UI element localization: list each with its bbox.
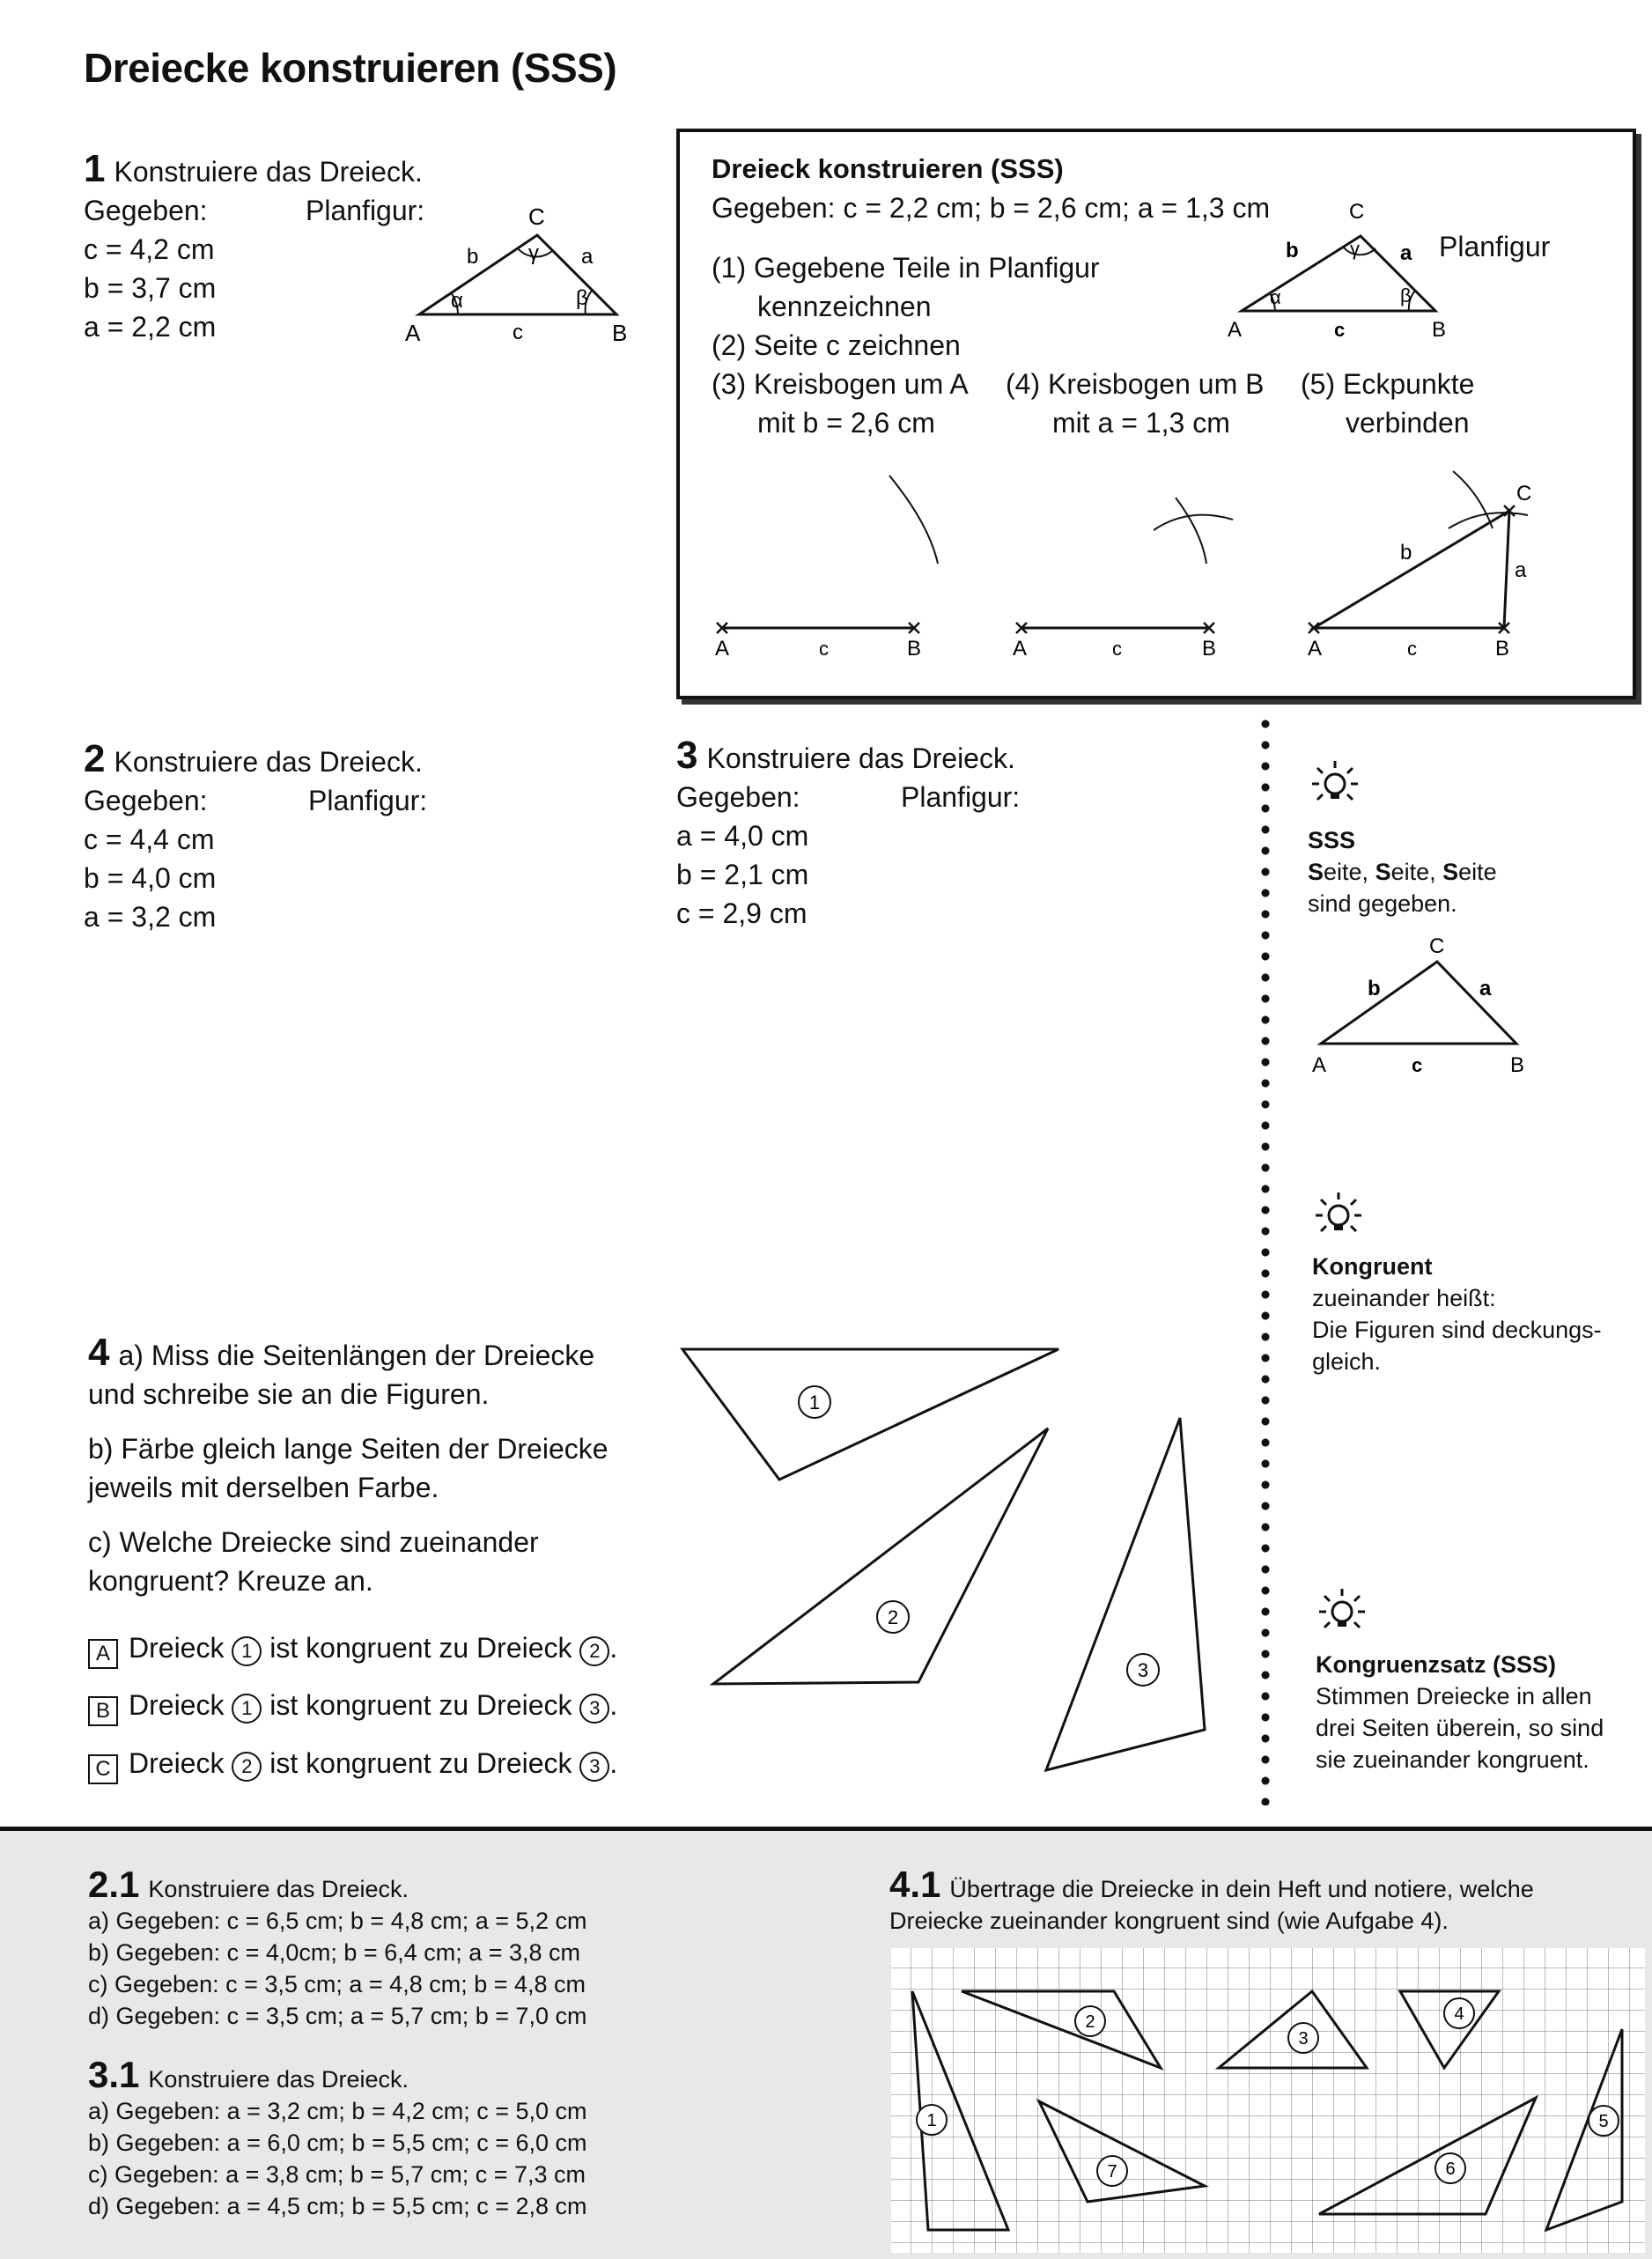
vertex-label-c: C [1349,200,1365,224]
tip-text: sie zueinander kongruent. [1316,1746,1589,1773]
option-text: Dreieck [129,1632,225,1664]
exercise-4-1 [889,1864,1534,1937]
side-label-c: c [1112,638,1122,660]
lightbulb-icon [1312,1189,1365,1242]
triangle-label: 3 [1137,1659,1149,1681]
option-text: ist kongruent zu Dreieck [269,1689,572,1721]
side-label-c: c [1407,638,1417,660]
step-3-continued: mit b = 2,6 cm [757,407,935,439]
tip-theorem [1316,1649,1604,1775]
option-c[interactable] [88,1734,617,1792]
exercise-text: und schreibe sie an die Figuren. [88,1378,490,1410]
given-value: b = 3,7 cm [84,272,217,304]
infobox-given: Gegeben: c = 2,2 cm; b = 2,6 cm; a = 1,3 cm [712,192,1271,224]
option-text: ist kongruent zu Dreieck [269,1747,572,1779]
side-label-a: a [581,245,594,269]
triangle-label: 1 [926,2111,937,2130]
construction-steps-drawing [696,458,1611,669]
tip-heading: SSS [1308,827,1356,853]
option-a[interactable] [88,1620,617,1676]
side-label-c: c [1412,1054,1423,1076]
vertex-label-B: B [1495,637,1510,661]
option-b[interactable] [88,1676,617,1734]
tip-sss [1308,824,1497,919]
exercise-instruction: Konstruiere das Dreieck. [114,156,423,188]
tip-text: Stimmen Dreiecke in allen [1316,1683,1592,1709]
exercise-2-1 [88,1864,587,2032]
given-value: b = 2,1 cm [676,859,809,890]
side-label-c: c [819,638,829,660]
side-label-c: c [513,321,523,344]
exercise-item: b) Gegeben: c = 4,0cm; b = 6,4 cm; a = 3,8 cm [88,1939,581,1966]
infobox-text [712,150,1270,227]
option-text: Dreieck [129,1689,225,1721]
exercise-4 [88,1333,617,1792]
triangle-3 [1046,1418,1205,1770]
vertex-label-b: B [1510,1053,1525,1077]
exercise-item: a) Gegeben: c = 6,5 cm; b = 4,8 cm; a = 5,2 cm [88,1908,587,1934]
lightbulb-icon [1309,757,1361,810]
given-value: c = 4,2 cm [84,233,215,265]
step-5: (5) Eckpunkte [1301,368,1475,400]
vertex-label-a: A [715,637,730,661]
angle-label-beta: β [576,286,588,310]
circled-number: 1 [232,1694,262,1724]
side-label-c: c [1334,319,1346,341]
step-4: (4) Kreisbogen um B [1006,368,1265,400]
option-text: . [609,1747,618,1779]
exercise-text: Übertrage die Dreiecke in dein Heft und notiere, welche [949,1876,1534,1902]
angle-label-gamma: γ [528,241,539,265]
circled-number: 3 [579,1752,609,1782]
given-value: a = 3,2 cm [84,901,217,933]
page-title: Dreiecke konstruieren (SSS) [84,45,617,91]
circled-number: 2 [232,1752,262,1782]
checkbox-c[interactable]: C [88,1754,118,1784]
step-1: (1) Gegebene Teile in Planfigur [712,252,1100,284]
side-label-b: b [1368,977,1381,1000]
circled-number: 3 [579,1694,609,1724]
vertex-label-B: B [1202,637,1217,661]
tip-heading: Kongruenzsatz (SSS) [1316,1651,1557,1678]
exercise-1 [84,147,425,346]
exercise-text: kongruent? Kreuze an. [88,1565,373,1597]
sss-figure [1303,929,1541,1083]
plan-label: Planfigur: [306,195,425,226]
tip-text: sind gegeben. [1308,890,1457,917]
exercise-text: c) Welche Dreiecke sind zueinander [88,1526,539,1558]
plan-figure-1 [405,196,643,345]
infobox-title: Dreieck konstruieren (SSS) [712,153,1064,184]
triangle-label: 3 [1298,2029,1309,2049]
exercise-number: 4.1 [889,1864,941,1905]
vertex-label-a: A [1308,637,1323,661]
given-value: b = 4,0 cm [84,862,217,894]
vertex-label-b: B [612,320,628,346]
given-value: c = 4,4 cm [84,823,215,855]
exercise-item: a) Gegeben: a = 3,2 cm; b = 4,2 cm; c = 5,0 cm [88,2098,587,2124]
angle-label-gamma: γ [1350,238,1360,260]
option-text: ist kongruent zu Dreieck [269,1632,572,1664]
side-label-a: a [1515,558,1527,582]
triangle-1 [682,1349,1058,1480]
plan-label: Planfigur: [901,781,1021,813]
exercise-text: jeweils mit derselben Farbe. [88,1472,439,1503]
side-label-b: b [467,245,479,269]
triangle-2 [713,1428,1048,1684]
lightbulb-icon [1316,1585,1368,1638]
option-text: . [609,1689,618,1721]
planfigur-label: Planfigur [1439,231,1551,262]
triangle-label: 6 [1445,2159,1456,2179]
exercise-item: d) Gegeben: a = 4,5 cm; b = 5,5 cm; c = 2,8 cm [88,2193,587,2219]
checkbox-a[interactable]: A [88,1639,118,1669]
exercise-3-1 [88,2054,587,2222]
vertex-label-c: C [528,203,545,230]
vertex-label-a: A [405,320,421,346]
given-label: Gegeben: [84,195,208,226]
exercise-3 [676,734,1021,933]
exercise-item: c) Gegeben: a = 3,8 cm; b = 5,7 cm; c = 7,3 cm [88,2161,586,2188]
exercise-text: a) Miss die Seitenlängen der Dreiecke [118,1340,595,1371]
circled-number: 2 [579,1636,609,1666]
triangle-label: 2 [887,1606,899,1628]
given-value: a = 4,0 cm [676,820,809,852]
vertex-label-B: B [907,637,922,661]
exercise-text: Dreiecke zueinander kongruent sind (wie Aufgabe 4). [889,1908,1449,1934]
option-text: . [609,1632,618,1664]
exercise-number: 2 [84,737,106,780]
exercise-instruction: Konstruiere das Dreieck. [148,1876,409,1902]
angle-label-alpha: α [1270,286,1281,308]
triangle-label: 7 [1107,2162,1117,2181]
vertex-label-a: A [1228,318,1243,342]
grid-triangles [889,1946,1647,2255]
exercise-instruction: Konstruiere das Dreieck. [114,746,423,778]
triangle-label: 4 [1454,2004,1464,2024]
checkbox-b[interactable]: B [88,1696,118,1726]
given-value: a = 2,2 cm [84,311,217,343]
tip-text: zueinander heißt: [1312,1285,1496,1311]
angle-label-beta: β [1400,284,1412,306]
triangle-label: 5 [1598,2112,1609,2131]
exercise-number: 4 [88,1331,110,1374]
exercise-item: b) Gegeben: a = 6,0 cm; b = 5,5 cm; c = 6,0 cm [88,2130,587,2156]
tip-text: gleich. [1312,1348,1382,1375]
exercise-number: 3.1 [88,2054,140,2095]
exercise-number: 1 [84,147,106,190]
dotted-separator [1261,713,1270,1805]
vertex-label-C: C [1516,482,1532,506]
angle-label-alpha: α [451,289,463,313]
tip-text: Die Figuren sind deckungs- [1312,1317,1602,1343]
tip-bold-letter: S [1375,859,1391,885]
step-1-continued: kennzeichnen [757,291,932,322]
tip-heading: Kongruent [1312,1253,1433,1280]
exercise-item: d) Gegeben: c = 3,5 cm; a = 5,7 cm; b = 7,0 cm [88,2003,587,2029]
exercise-instruction: Konstruiere das Dreieck. [706,742,1015,774]
plan-label: Planfigur: [308,785,428,816]
tip-text: eite, [1390,859,1443,885]
side-label-a: a [1400,241,1412,265]
tip-text: drei Seiten überein, so sind [1316,1715,1604,1741]
triangle-label: 2 [1085,2012,1095,2032]
exercise-instruction: Konstruiere das Dreieck. [148,2066,409,2093]
step-2: (2) Seite c zeichnen [712,329,961,361]
vertex-label-a: A [1312,1053,1327,1077]
triangle-label: 1 [808,1392,821,1414]
tip-congruent [1312,1251,1602,1377]
exercise-number: 3 [676,734,698,777]
exercise-number: 2.1 [88,1864,140,1905]
given-label: Gegeben: [676,781,800,813]
step-3: (3) Kreisbogen um A [712,368,969,400]
exercise-2 [84,737,428,936]
tip-text: eite, [1324,859,1375,885]
side-label-a: a [1479,977,1492,1000]
given-label: Gegeben: [84,785,208,816]
side-label-b: b [1400,541,1412,565]
vertex-label-b: B [1432,318,1447,342]
tip-bold-letter: S [1308,859,1324,885]
side-label-b: b [1286,239,1299,262]
exercise-text: b) Färbe gleich lange Seiten der Dreiecke [88,1433,608,1465]
vertex-label-a: A [1013,637,1028,661]
tip-text: eite [1458,859,1497,885]
infobox-plan-figure [1224,194,1447,343]
option-text: Dreieck [129,1747,225,1779]
circled-number: 1 [232,1636,262,1666]
vertex-label-c: C [1429,934,1445,958]
tip-bold-letter: S [1442,859,1459,885]
step-4-continued: mit a = 1,3 cm [1052,407,1230,439]
step-5-continued: verbinden [1346,407,1470,439]
exercise-item: c) Gegeben: c = 3,5 cm; a = 4,8 cm; b = 4,8 cm [88,1971,586,1997]
exercise-4-triangles [669,1321,1233,1797]
given-value: c = 2,9 cm [676,897,808,929]
